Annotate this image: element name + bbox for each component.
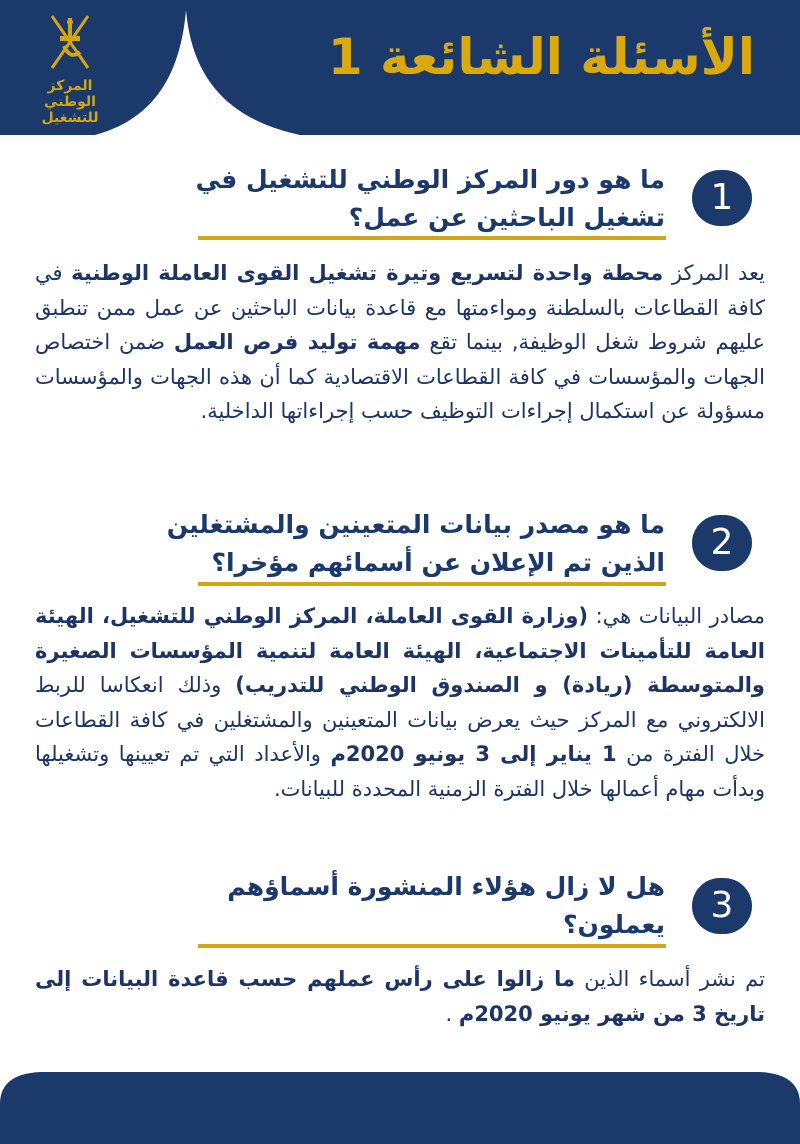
question-number-badge: 3 xyxy=(692,878,752,934)
answer-segment: والأعداد التي تم تعيينها وتشغيلها وبدأت مهام أعمالها خلال الفترة الزمنية المحددة للبيانات. xyxy=(35,742,765,801)
answer-bold-segment: مهمة توليد فرص العمل xyxy=(173,330,421,354)
answer-bold-segment: ما زالوا على رأس عملهم حسب قاعدة البيانات إلى تاريخ 3 من شهر يونيو 2020م xyxy=(35,967,765,1026)
header-banner xyxy=(0,0,800,135)
title-underline xyxy=(198,236,666,240)
logo xyxy=(20,12,120,126)
question-title: ما هو دور المركز الوطني للتشغيل في تشغيل الباحثين عن عمل؟ xyxy=(195,165,665,232)
logo-text-line2: للتشغيل xyxy=(41,110,99,126)
khanjar-emblem-icon xyxy=(40,12,100,72)
answer-segment: تم نشر أسماء الذين xyxy=(575,967,765,991)
logo-text-line1: المركز الوطني xyxy=(44,78,96,110)
answer-segment: ضمن اختصاص الجهات والمؤسسات في كافة القطاعات الاقتصادية كما أن هذه الجهات والمؤسسات مسؤولة عن استكمال إجراءات التوظيف حسب إجراءاتها الداخلية. xyxy=(35,330,765,423)
question-title: هل لا زال هؤلاء المنشورة أسماؤهم يعملون؟ xyxy=(227,872,665,939)
answer-segment: يعد المركز xyxy=(663,261,766,285)
question-title: ما هو مصدر بيانات المتعينين والمشتغلين الذين تم الإعلان عن أسمائهم مؤخرا؟ xyxy=(166,510,665,577)
answer-text xyxy=(35,962,765,1031)
footer-banner xyxy=(0,1064,800,1144)
answer-segment: . xyxy=(445,1001,459,1026)
answer-segment: مصادر البيانات هي: xyxy=(588,604,765,628)
answer-bold-segment: (وزارة القوى العاملة، المركز الوطني للتشغيل، الهيئة العامة للتأمينات الاجتماعية، الهيئة العامة لتنمية المؤسسات الصغيرة والمتوسطة (ريادة) و الصندوق الوطني للتدريب) xyxy=(35,604,765,697)
answer-text xyxy=(35,599,765,806)
page-title: الأسئلة الشائعة 1 xyxy=(327,28,755,86)
answer-bold-segment: محطة واحدة لتسريع وتيرة تشغيل القوى العاملة الوطنية xyxy=(71,261,664,285)
answer-text xyxy=(35,256,765,429)
title-underline xyxy=(198,582,666,586)
answer-bold-segment: 1 يناير إلى 3 يونيو 2020م xyxy=(330,742,617,766)
answer-segment: وذلك انعكاسا للربط الالكتروني مع المركز حيث يعرض بيانات المتعينين والمشتغلين في كافة القطاعات خلال الفترة من xyxy=(35,673,765,766)
title-underline xyxy=(198,944,666,948)
answer-segment: في كافة القطاعات بالسلطنة ومواءمتها مع قاعدة بيانات الباحثين عن عمل ممن تنطبق عليهم شروط شغل الوظيفة, بينما تقع xyxy=(35,261,766,354)
question-number-badge: 1 xyxy=(692,170,752,226)
question-number-badge: 2 xyxy=(692,515,752,571)
